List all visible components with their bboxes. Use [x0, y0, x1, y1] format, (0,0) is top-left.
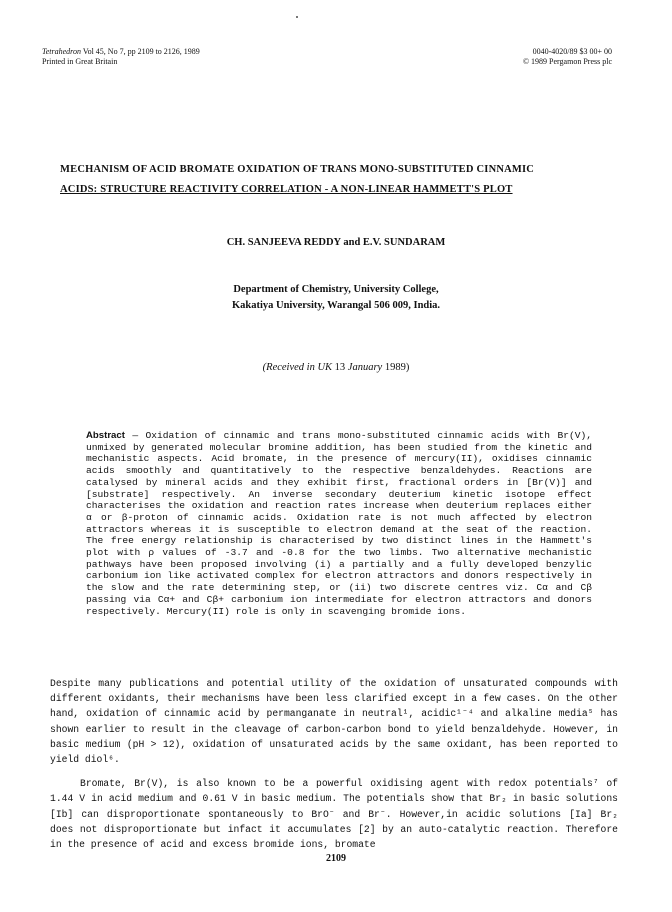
page-number: 2109 — [326, 853, 346, 864]
abstract-label: Abstract — [86, 430, 125, 441]
received-month: January — [347, 362, 383, 373]
affiliation-line-1: Department of Chemistry, University College, — [233, 284, 439, 295]
received-year: 1989) — [382, 362, 410, 373]
title-line-1: MECHANISM OF ACID BROMATE OXIDATION OF TRANS MONO-SUBSTITUTED CINNAMIC — [60, 164, 535, 175]
article-title — [60, 160, 620, 200]
received-day: 13 — [332, 362, 348, 373]
abstract-text: — Oxidation of cinnamic and trans mono-substituted cinnamic acids with Br(V), unmixed by generated molecular bromine addition, has been studied from the kinetic and mechanistic aspects. Acid bromate, in the presence of mercury(II), oxidises cinnamic acids smoothly and quantitatively to the respective benzaldehydes. Reactions are catalysed by mineral acids and they exhibit first, fractional orders in [Br(V)] and [substrate] respectively. An inverse secondary deuterium kinetic isotope effect characterises the oxidation and reaction rates increase when deuterium replaces either α or β-proton of cinnamic acids. Oxidation rate is not much affected by electron attractors whereas it is susceptible to electron demand at the seat of the reaction. The free energy relationship is characterised by two distinct lines in the Hammett's plot with ρ values of -3.7 and -0.8 for the two limbs. Two alternative mechanistic pathways have been proposed involving (i) a partially and a fully developed benzylic carbonium ion like activated complex for electron attractors and donors respectively in the slow and the rate determining step, or (ii) two discrete centres viz. Cα and Cβ passing via Cα+ and Cβ+ carbonium ion intermediate for electron attractors and donors respectively. Mercury(II) role is only in scavenging bromide ions. — [86, 430, 592, 617]
received-date — [0, 362, 672, 373]
journal-name: Tetrahedron — [42, 47, 81, 56]
affiliation — [0, 282, 672, 314]
speck-mark — [296, 16, 298, 18]
affiliation-line-2: Kakatiya University, Warangal 506 009, India. — [231, 300, 441, 311]
body-paragraph-2: Bromate, Br(V), is also known to be a powerful oxidising agent with redox potentials⁷ of 1.44 V in acid medium and 0.61 V in basic medium. The potentials show that Br₂ in basic solutions [Ib] can disproportionate spontaneously to BrO⁻ and Br⁻. However,in acidic solutions [Ia] Br₂ does not disproportionate but infact it accumulates [2] by an auto-catalytic reaction. Therefore in the presence of acid and excess bromide ions, bromate — [50, 778, 618, 851]
body-paragraph-1: Despite many publications and potential utility of the oxidation of unsaturated compounds with different oxidants, their mechanisms have been less clarified except in a few cases. On the other hand, oxidation of cinnamic acid by permanganate in neutral¹, acidic¹⁻⁴ and alkaline media⁵ has shown earlier to result in the cleavage of carbon-carbon bond to yield benzaldehyde. However, in basic medium (pH > 12), oxidation of unsaturated acids by the same oxidant, has been reported to yield diol⁶. — [50, 678, 618, 766]
body-text — [50, 676, 618, 852]
abstract — [86, 430, 592, 617]
copyright-note: © 1989 Pergamon Press plc — [522, 57, 612, 66]
header-publisher — [523, 47, 612, 67]
printed-note: Printed in Great Britain — [42, 57, 118, 66]
citation-details: Vol 45, No 7, pp 2109 to 2126, 1989 — [80, 47, 200, 56]
title-line-2: ACIDS: STRUCTURE REACTIVITY CORRELATION - A NON-LINEAR HAMMETT'S PLOT — [60, 184, 513, 195]
header-citation — [42, 47, 200, 67]
received-prefix: (Received in UK — [262, 362, 333, 373]
author-list: CH. SANJEEVA REDDY and E.V. SUNDARAM — [226, 237, 446, 248]
issn-code: 0040-4020/89 $3 00+ 00 — [532, 47, 612, 56]
